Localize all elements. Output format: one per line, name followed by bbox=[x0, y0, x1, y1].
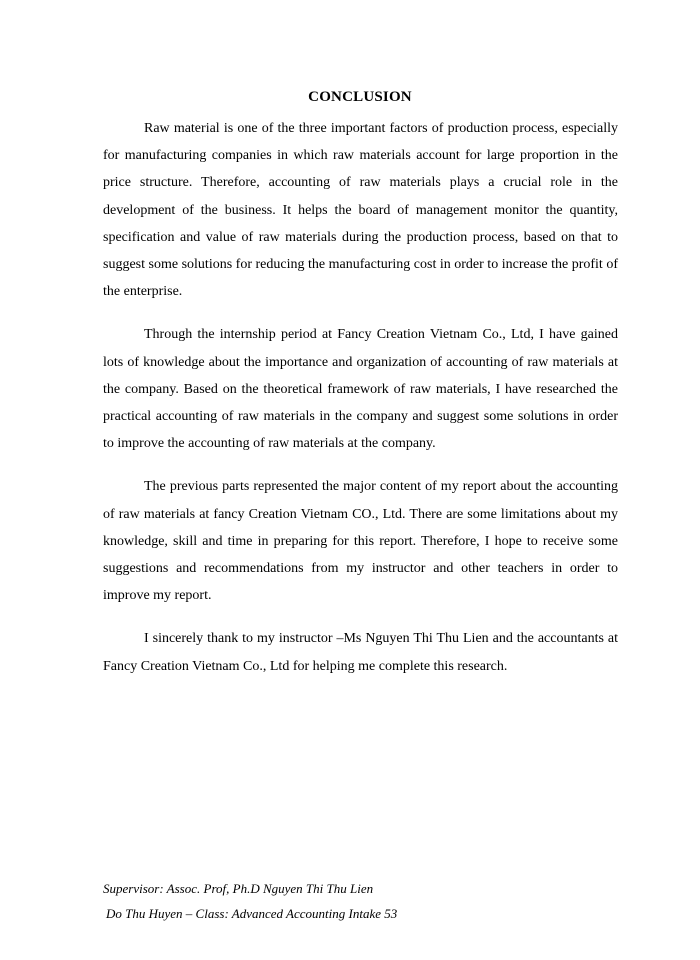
paragraph-4: I sincerely thank to my instructor –Ms Nguyen Thi Thu Lien and the accountants at Fancy Creation Vietnam Co., Ltd for helping me complete this research. bbox=[103, 631, 618, 674]
footer-supervisor: Supervisor: Assoc. Prof, Ph.D Nguyen Thi Thu Lien bbox=[103, 881, 374, 896]
paragraph-1: Raw material is one of the three important factors of production process, especially for manufacturing companies in which raw materials account for large proportion in the price structure. Therefore, accounting of raw materials plays a crucial role in the development of the business. It helps the board of management monitor the quantity, specification and value of raw materials during the production process, based on that to suggest some solutions for reducing the manufacturing cost in order to increase the profit of the enterprise. bbox=[103, 121, 618, 300]
page-footer bbox=[103, 876, 397, 926]
paragraph-3: The previous parts represented the major content of my report about the accounting of raw materials at fancy Creation Vietnam CO., Ltd. There are some limitations about my knowledge, skill and time in preparing for this report. Therefore, I hope to receive some suggestions and recommendations from my instructor and other teachers in order to improve my report. bbox=[103, 479, 618, 604]
paragraph-2: Through the internship period at Fancy Creation Vietnam Co., Ltd, I have gained lots of knowledge about the importance and organization of accounting of raw materials at the company. Based on the theoretical framework of raw materials, I have researched the practical accounting of raw materials in the company and suggest some solutions in order to improve the accounting of raw materials at the company. bbox=[103, 327, 618, 452]
conclusion-body bbox=[103, 115, 618, 696]
footer-student: Do Thu Huyen – Class: Advanced Accounting Intake 53 bbox=[106, 906, 398, 921]
page-title: CONCLUSION bbox=[308, 89, 412, 105]
